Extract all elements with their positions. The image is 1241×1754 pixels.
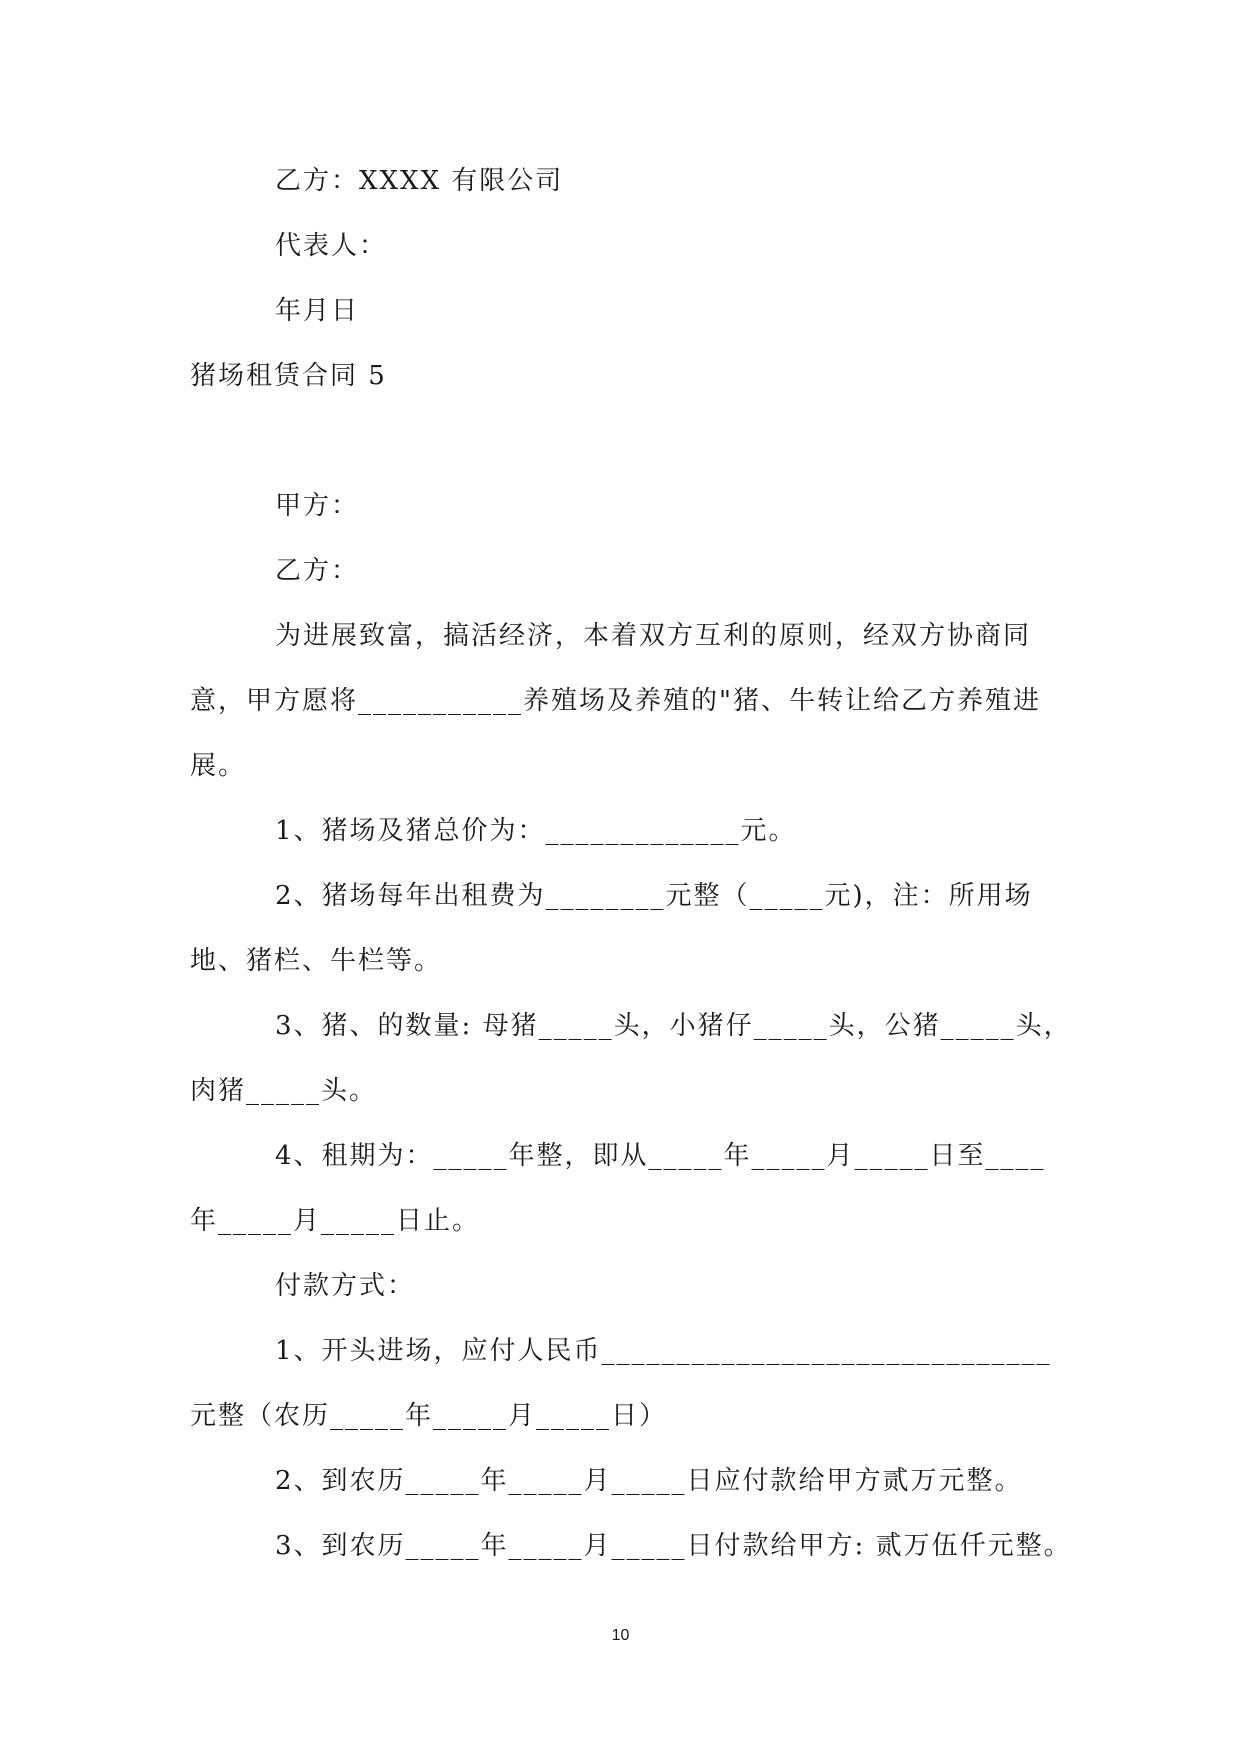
clause-1: 1、猪场及猪总价为：_____________元。: [275, 816, 797, 846]
contract-title: 猪场租赁合同 5: [190, 361, 387, 391]
payment-1-line-1: 1、开头进场，应付人民币______________________________: [275, 1336, 1052, 1366]
party-b-company: 乙方：XXXX 有限公司: [275, 166, 564, 196]
clause-3-line-1: 3、猪、的数量: 母猪_____头，小猪仔_____头，公猪_____头，: [275, 1011, 1072, 1041]
party-a-label: 甲方：: [275, 491, 360, 521]
party-b-label: 乙方：: [275, 556, 360, 586]
payment-method-heading: 付款方式：: [275, 1271, 416, 1301]
payment-3: 3、到农历_____年_____月_____日付款给甲方: 贰万伍仟元整。: [275, 1531, 1072, 1561]
page-number: 10: [611, 1627, 630, 1644]
clause-3-line-2: 肉猪_____头。: [190, 1076, 378, 1106]
payment-2: 2、到农历_____年_____月_____日应付款给甲方贰万元整。: [275, 1466, 1023, 1496]
clause-2-line-1: 2、猪场每年出租费为________元整（_____元)，注：所用场: [275, 881, 1033, 911]
clause-4-line-2: 年_____月_____日止。: [190, 1206, 481, 1236]
preamble-line-3: 展。: [190, 751, 247, 781]
representative-label: 代表人：: [275, 231, 388, 261]
date-label: 年月日: [275, 296, 360, 326]
payment-1-line-2: 元整（农历_____年_____月_____日）: [190, 1401, 668, 1431]
preamble-line-2: 意，甲方愿将___________养殖场及养殖的"猪、牛转让给乙方养殖进: [190, 686, 1041, 716]
clause-4-line-1: 4、租期为：_____年整，即从_____年_____月_____日至____: [275, 1141, 1046, 1171]
preamble-line-1: 为进展致富，搞活经济，本着双方互利的原则，经双方协商同: [275, 621, 1032, 651]
clause-2-line-2: 地、猪栏、牛栏等。: [190, 946, 443, 976]
